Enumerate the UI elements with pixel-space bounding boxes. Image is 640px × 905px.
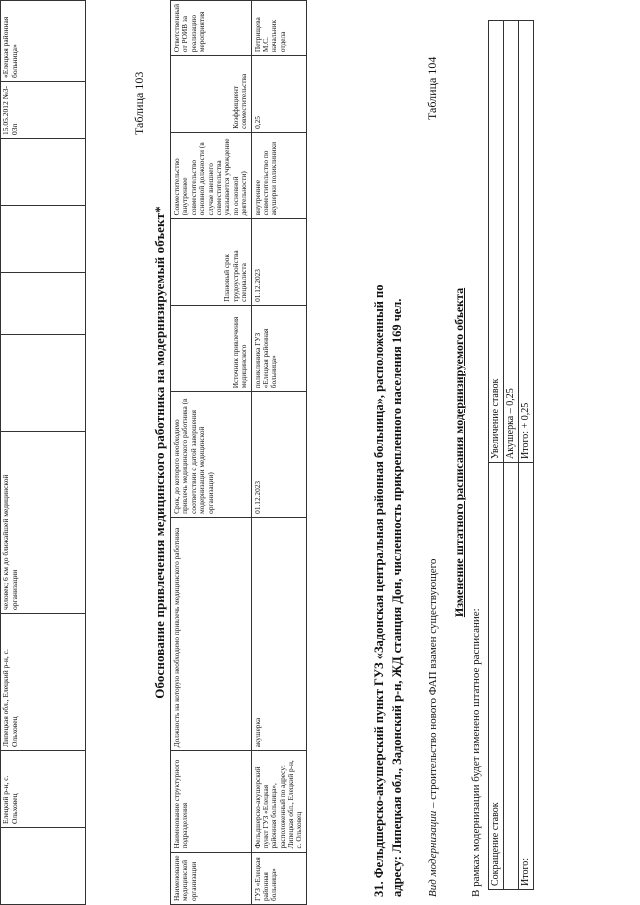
table-total-row (519, 21, 534, 890)
table-cell (1, 273, 86, 335)
table-cell: Итого: + 0,25 (519, 21, 534, 463)
table-103-title: Обоснование привлечения медицинского работника на модернизируемый объект* (152, 206, 167, 699)
table-row (504, 21, 519, 890)
table-cell: 01.12.2023 (251, 219, 306, 305)
table-cell: Липецкая обл., Елецкий р-н, с. Ольховец (1, 614, 86, 751)
table-104-title: Изменение штатного расписания модернизируемого объекта (452, 287, 466, 618)
table-cell: Фельдшерско-акушерский пункт ГУЗ «Елецкая районная больница», расположенный по адресу: Липецкая обл., Елецкий р-н, с. Ольховец (251, 751, 306, 852)
table-cell: Петрищева М.С. начальник отдела (251, 1, 306, 56)
table-cell: 15.05.2012 №3-03п (1, 82, 86, 139)
table-cell: поликлиника ГУЗ «Елецкая районная больница» (251, 305, 306, 391)
table-header-row (171, 1, 252, 905)
table-row (1, 1, 86, 905)
modernization-type-label: Вид модернизации (427, 810, 439, 897)
column-header: Должность на которую необходимо привлечь медицинского работника (171, 517, 252, 751)
table-cell: человек; 6 км до ближайшей медицинской организации (1, 432, 86, 614)
table-cell (1, 335, 86, 432)
table-cell: Итого: (519, 463, 534, 890)
table-cell (1, 828, 86, 905)
table-cell: Акушерка – 0,25 (504, 21, 519, 463)
table-cell: Елецкий р-н, с. Ольховец (1, 751, 86, 828)
table-cell (1, 206, 86, 273)
table-cell (504, 463, 519, 890)
column-header: Сокращение ставок (489, 463, 504, 890)
column-header: Коэффициент совместительства (171, 56, 252, 133)
column-header: Наименование структурного подразделения (171, 751, 252, 852)
table-104-label: Таблица 104 (425, 56, 439, 120)
table-cell: 0,25 (251, 56, 306, 133)
table-row (251, 1, 306, 905)
column-header: Увеличение ставок (489, 21, 504, 463)
table-cell: 01.12.2023 (251, 392, 306, 518)
table-103 (170, 0, 307, 905)
column-header: Наименование медицинской организации (171, 852, 252, 904)
modernization-type (427, 559, 439, 897)
table-header-row (489, 21, 504, 890)
modernization-type-text: – строительство нового ФАП взамен существующего (427, 558, 439, 811)
previous-table-fragment (0, 0, 86, 905)
column-header: Совместительство (внутреннее совместительство основной должности (в случае внешнего совместительства указывается учреждение по основной деятельности) (171, 132, 252, 219)
table-cell (1, 139, 86, 206)
column-header: Плановый срок трудоустройства специалиста (171, 219, 252, 305)
column-header: Ответственный от РОИВ за реализацию мероприятия (171, 1, 252, 56)
table-cell: «Елецкая районная больница» (1, 1, 86, 82)
table-cell: акушерка (251, 517, 306, 751)
column-header: Источник привлечения медицинского (171, 305, 252, 391)
section-31-heading-line2: адресу: Липецкая обл., Задонский р-н, ЖД станция Дон, численность прикрепленного населения 169 чел. (390, 298, 404, 897)
table-103-label: Таблица 103 (132, 71, 146, 135)
column-header: Срок, до которого необходимо привлечь медицинского работника (в соответствии с датой завершения модернизации медицинской организации) (171, 392, 252, 518)
table-104-intro: В рамках модернизации будет изменено штатное расписание: (470, 608, 482, 897)
table-cell: внутреннее совместительство по акушерки поликлиники (251, 132, 306, 219)
table-104 (488, 20, 534, 890)
section-31-heading-line1: 31. Фельдшерско-акушерский пункт ГУЗ «Задонская центральная районная больница», расположенный по (372, 284, 386, 897)
table-cell: ГУЗ «Елецкая районная больница» (251, 852, 306, 904)
